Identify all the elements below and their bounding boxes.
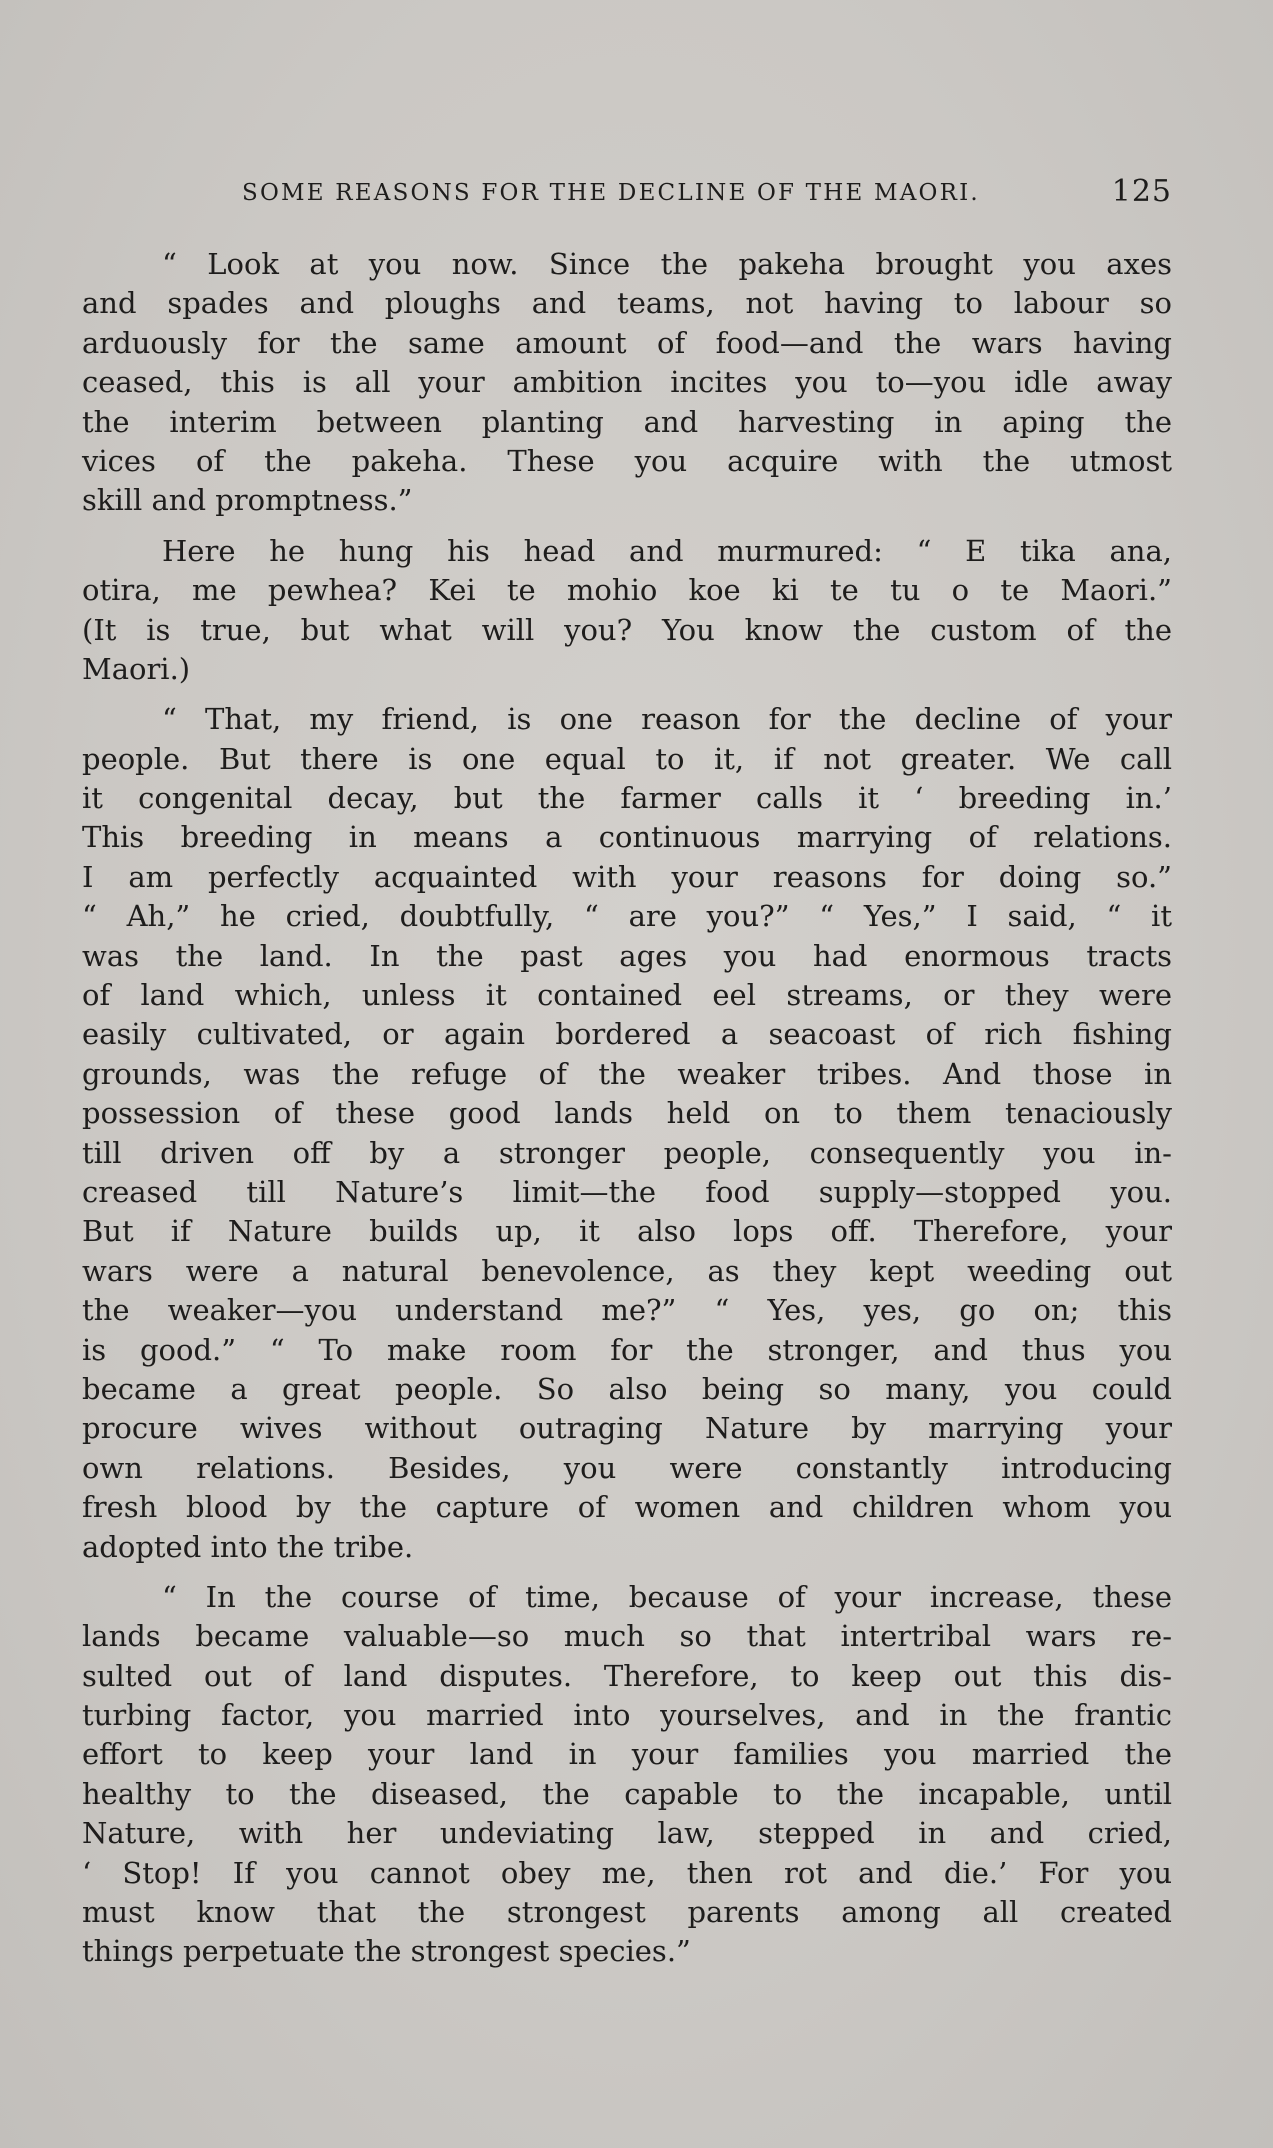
- text-line: This breeding in means a continuous marrying of relations.: [82, 820, 1172, 855]
- text-line: procure wives without outraging Nature by marrying your: [82, 1411, 1172, 1446]
- paragraph: [82, 532, 1172, 690]
- text-line: Nature, with her undeviating law, stepped in and cried,: [82, 1816, 1172, 1851]
- page-number: 125: [1111, 174, 1172, 209]
- text-line: ‘ Stop! If you cannot obey me, then rot and die.’ For you: [82, 1855, 1172, 1890]
- text-line: till driven off by a stronger people, consequently you in-: [82, 1135, 1172, 1170]
- running-title: SOME REASONS FOR THE DECLINE OF THE MAORI.: [242, 180, 980, 206]
- text-line: is good.” “ To make room for the stronger, and thus you: [82, 1332, 1172, 1367]
- text-line: the interim between planting and harvesting in aping the: [82, 404, 1172, 439]
- text-line: became a great people. So also being so many, you could: [82, 1371, 1172, 1406]
- text-line: people. But there is one equal to it, if not greater. We call: [82, 741, 1172, 776]
- text-line: of land which, unless it contained eel streams, or they were: [82, 978, 1172, 1013]
- text-line: grounds, was the refuge of the weaker tribes. And those in: [82, 1056, 1172, 1091]
- paragraph: [82, 700, 1172, 1567]
- paragraph: [82, 245, 1172, 521]
- text-line: was the land. In the past ages you had enormous tracts: [82, 938, 1172, 973]
- text-line: “ That, my friend, is one reason for the decline of your: [162, 702, 1172, 737]
- text-line: But if Nature builds up, it also lops off. Therefore, your: [82, 1214, 1172, 1249]
- text-line: the weaker—you understand me?” “ Yes, yes, go on; this: [82, 1293, 1172, 1328]
- text-line: ceased, this is all your ambition incites you to—you idle away: [82, 365, 1172, 400]
- text-line: turbing factor, you married into yourselves, and in the frantic: [82, 1698, 1172, 1733]
- text-line: adopted into the tribe.: [82, 1529, 414, 1564]
- text-line: must know that the strongest parents among all created: [82, 1895, 1172, 1930]
- text-line: effort to keep your land in your families you married the: [82, 1737, 1172, 1772]
- text-line: possession of these good lands held on to them tenaciously: [82, 1096, 1172, 1131]
- text-line: it congenital decay, but the farmer calls it ‘ breeding in.’: [82, 781, 1172, 816]
- text-line: skill and promptness.”: [82, 483, 413, 518]
- text-line: own relations. Besides, you were constantly introducing: [82, 1450, 1172, 1485]
- text-line: wars were a natural benevolence, as they kept weeding out: [82, 1253, 1172, 1288]
- text-line: healthy to the diseased, the capable to the incapable, until: [82, 1776, 1172, 1811]
- text-line: “ In the course of time, because of your increase, these: [162, 1579, 1172, 1614]
- text-line: easily cultivated, or again bordered a seacoast of rich fishing: [82, 1017, 1172, 1052]
- text-line: arduously for the same amount of food—and the wars having: [82, 325, 1172, 360]
- text-line: fresh blood by the capture of women and children whom you: [82, 1490, 1172, 1525]
- text-line: lands became valuable—so much so that intertribal wars re-: [82, 1619, 1172, 1654]
- text-line: I am perfectly acquainted with your reasons for doing so.”: [82, 859, 1172, 894]
- page-header: [82, 176, 1172, 216]
- text-line: Maori.): [82, 651, 191, 686]
- paragraph: [82, 1578, 1172, 1972]
- text-line: (It is true, but what will you? You know the custom of the: [82, 612, 1172, 647]
- text-line: and spades and ploughs and teams, not having to labour so: [82, 286, 1172, 321]
- text-line: vices of the pakeha. These you acquire with the utmost: [82, 443, 1172, 478]
- text-line: things perpetuate the strongest species.”: [82, 1934, 691, 1969]
- text-line: sulted out of land disputes. Therefore, to keep out this dis-: [82, 1658, 1172, 1693]
- text-line: Here he hung his head and murmured: “ E tika ana,: [162, 533, 1172, 568]
- body-text: [82, 245, 1172, 1972]
- text-line: “ Look at you now. Since the pakeha brought you axes: [162, 247, 1172, 281]
- text-line: otira, me pewhea? Kei te mohio koe ki te tu o te Maori.”: [82, 573, 1172, 608]
- text-line: creased till Nature’s limit—the food supply—stopped you.: [82, 1174, 1172, 1209]
- text-line: “ Ah,” he cried, doubtfully, “ are you?” “ Yes,” I said, “ it: [82, 899, 1172, 934]
